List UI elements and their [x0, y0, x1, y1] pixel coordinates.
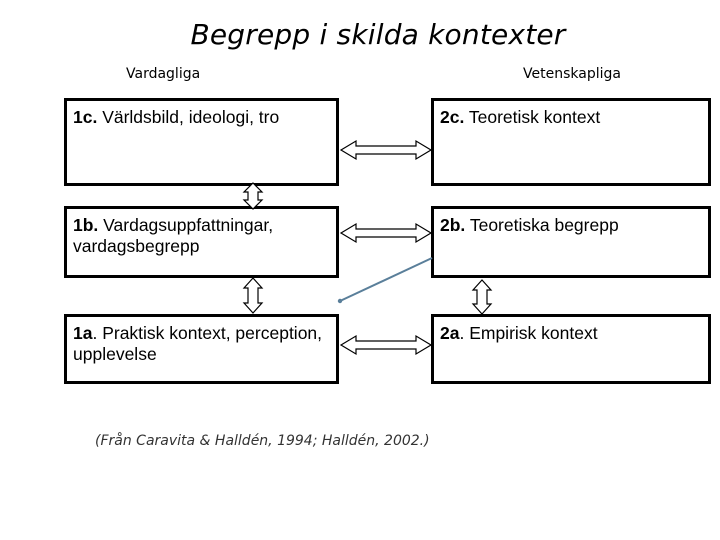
box-2b-number: 2b. — [440, 215, 466, 235]
column-label-left: Vardagliga — [126, 66, 201, 82]
double-arrow-1a-2a — [341, 336, 431, 354]
box-1a-number: 1a — [73, 323, 93, 343]
box-1b-number: 1b. — [73, 215, 99, 235]
box-2c-number: 2c. — [440, 107, 465, 127]
box-1b-text: Vardagsuppfattningar, vardagsbegrepp — [73, 215, 274, 256]
diagram-title: Begrepp i skilda kontexter — [190, 18, 566, 51]
double-arrow-1c-2c — [341, 141, 431, 159]
double-arrow-2b-2a — [473, 280, 491, 314]
diagonal-connector-end-dot — [338, 299, 342, 303]
box-2a-number: 2a — [440, 323, 460, 343]
column-label-right: Vetenskapliga — [523, 66, 621, 82]
double-arrow-1c-1b — [244, 183, 262, 209]
citation: (Från Caravita & Halldén, 1994; Halldén, 2002.) — [95, 433, 430, 449]
double-arrow-1b-1a — [244, 278, 262, 313]
box-2b-text: Teoretiska begrepp — [465, 215, 619, 235]
double-arrow-1b-2b — [341, 224, 431, 242]
box-1c-number: 1c. — [73, 107, 98, 127]
diagonal-connector-line — [340, 258, 432, 301]
box-1c-text: Världsbild, ideologi, tro — [97, 107, 280, 127]
box-2a-text: . Empirisk kontext — [459, 323, 598, 343]
box-2c-text: Teoretisk kontext — [464, 107, 601, 127]
box-1a-text: . Praktisk kontext, perception, upplevelse — [73, 323, 323, 364]
